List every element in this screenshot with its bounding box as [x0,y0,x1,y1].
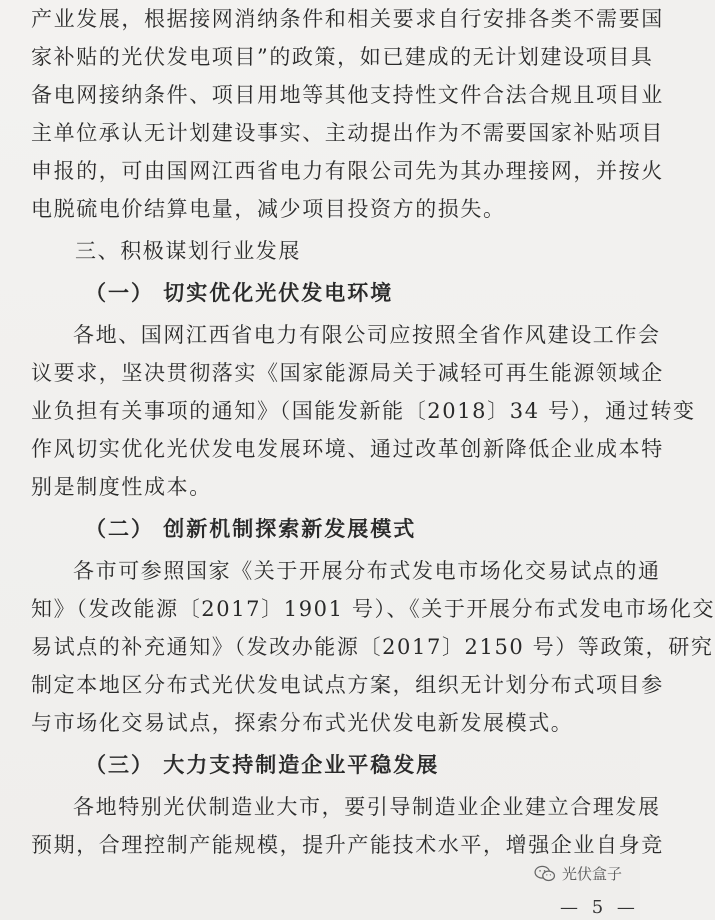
subsection-heading-1: （一） 切实优化光伏发电环境 [85,280,394,305]
watermark [534,863,622,884]
text-line: 各市可参照国家《关于开展分布式发电市场化交易试点的通 [73,559,661,583]
section-heading-3: 三、积极谋划行业发展 [75,239,301,263]
text-line: 业负担有关事项的通知》（国能发新能〔2018〕34 号），通过转变 [31,399,696,423]
text-line: 申报的，可由国网江西省电力有限公司先为其办理接网，并按火 [31,159,664,183]
text-line: 易试点的补充通知》（发改办能源〔2017〕2150 号）等政策，研究 [31,635,714,659]
document-content [31,0,715,864]
text-line: 家补贴的光伏发电项目”的政策，如已建成的无计划建设项目具 [31,45,654,69]
text-line: 主单位承认无计划建设事实、主动提出作为不需要国家补贴项目 [31,121,664,145]
text-line: 备电网接纳条件、项目用地等其他支持性文件合法合规且项目业 [31,83,664,107]
subsection-heading-3: （三） 大力支持制造企业平稳发展 [85,752,440,777]
paragraph-1 [31,0,664,228]
text-line: 制定本地区分布式光伏发电试点方案，组织无计划分布式项目参 [31,673,664,697]
paragraph-4 [31,788,664,864]
text-line: 电脱硫电价结算电量，减少项目投资方的损失。 [31,197,506,221]
text-line: 议要求，坚决贯彻落实《国家能源局关于减轻可再生能源领域企 [31,361,664,385]
subsection-heading-2: （二） 创新机制探索新发展模式 [85,516,417,541]
text-line: 别是制度性成本。 [31,475,212,499]
text-line: 各地、国网江西省电力有限公司应按照全省作风建设工作会 [73,323,661,347]
text-line: 预期，合理控制产能规模，提升产能技术水平，增强企业自身竞 [31,833,664,857]
page-number: — 5 — [560,897,639,918]
text-line: 产业发展，根据接网消纳条件和相关要求自行安排各类不需要国 [31,7,664,31]
watermark-text: 光伏盒子 [561,865,622,883]
text-line: 知》（发改能源〔2017〕1901 号）、《关于开展分布式发电市场化交 [31,597,715,621]
text-line: 与市场化交易试点，探索分布式光伏发电新发展模式。 [31,711,574,735]
text-line: 各地特别光伏制造业大市，要引导制造业企业建立合理发展 [73,795,661,819]
text-line: 作风切实优化光伏发电发展环境、通过改革创新降低企业成本特 [31,437,664,461]
paragraph-2 [31,316,696,506]
wechat-logo-icon [534,865,556,883]
paragraph-3 [31,552,715,742]
